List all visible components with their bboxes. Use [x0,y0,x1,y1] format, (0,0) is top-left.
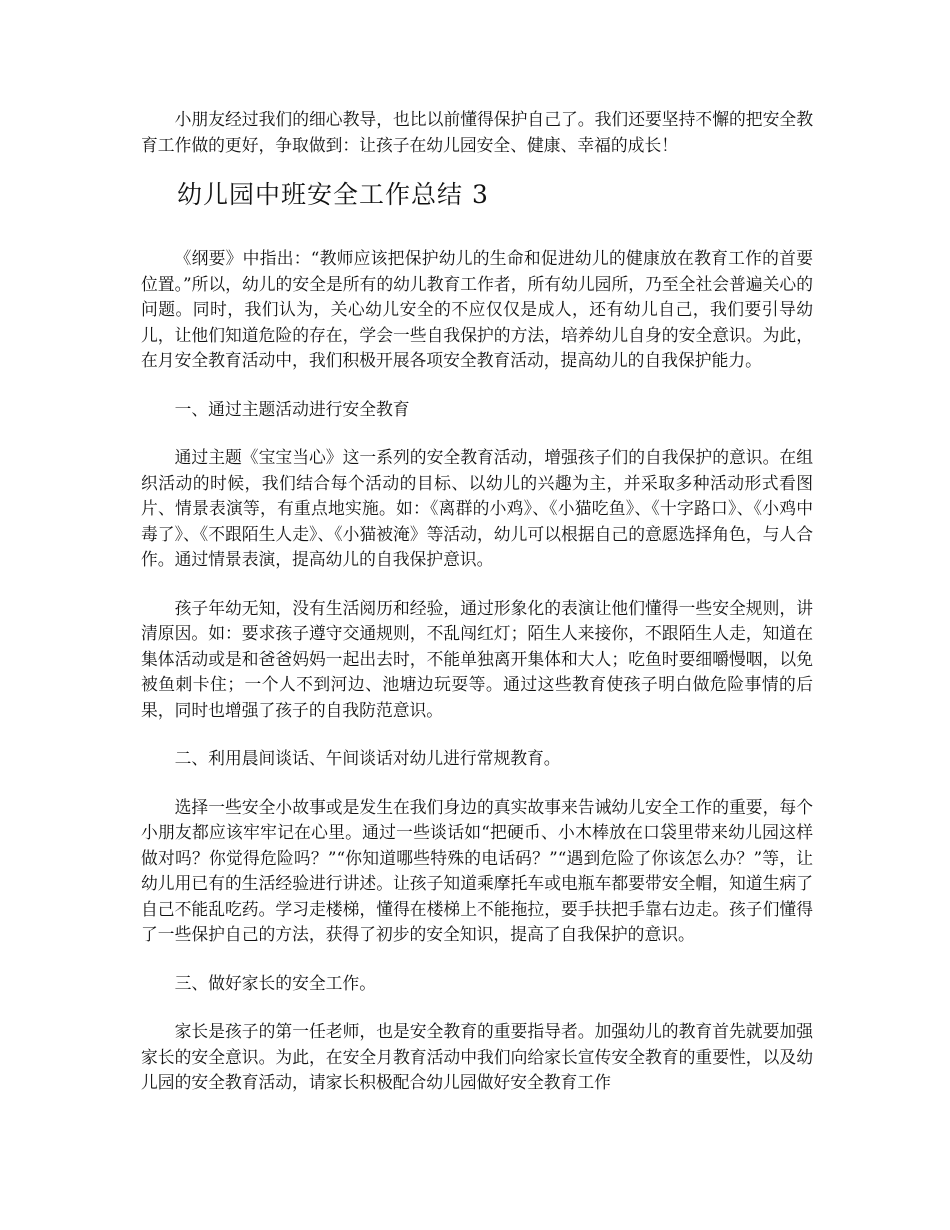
body-paragraph: 孩子年幼无知，没有生活阅历和经验，通过形象化的表演让他们懂得一些安全规则，讲清原因。如：要求孩子遵守交通规则，不乱闯红灯；陌生人来接你，不跟陌生人走，知道在集体活动或是和爸爸妈妈一起出去时，不能单独离开集体和大人；吃鱼时要细嚼慢咽，以免被鱼刺卡住；一个人不到河边、池塘边玩耍等。通过这些教育使孩子明白做危险事情的后果，同时也增强了孩子的自我防范意识。 [141,597,813,720]
intro-paragraph: 小朋友经过我们的细心教导，也比以前懂得保护自己了。我们还要坚持不懈的把安全教育工作做的更好，争取做到：让孩子在幼儿园安全、健康、幸福的成长！ [141,109,813,155]
section-heading: 三、做好家长的安全工作。 [174,972,376,993]
section-title: 幼儿园中班安全工作总结 3 [177,180,489,209]
body-paragraph: 家长是孩子的第一任老师，也是安全教育的重要指导者。加强幼儿的教育首先就要加强家长的安全意识。为此，在安全月教育活动中我们向给家长宣传安全教育的重要性，以及幼儿园的安全教育活动，请家长积极配合幼儿园做好安全教育工作 [141,1021,813,1092]
body-paragraph: 《纲要》中指出：“教师应该把保护幼儿的生命和促进幼儿的健康放在教育工作的首要位置。”所以，幼儿的安全是所有的幼儿教育工作者，所有幼儿园所，乃至全社会普遍关心的问题。同时，我们认为，关心幼儿安全的不应仅仅是成人，还有幼儿自己，我们要引导幼儿，让他们知道危险的存在，学会一些自我保护的方法，培养幼儿自身的安全意识。为此，在月安全教育活动中，我们积极开展各项安全教育活动，提高幼儿的自我保护能力。 [141,248,813,370]
document-body [141,107,813,1119]
section-heading: 一、通过主题活动进行安全教育 [174,398,410,419]
section-heading: 二、利用晨间谈话、午间谈话对幼儿进行常规教育。 [174,748,561,768]
body-paragraph: 选择一些安全小故事或是发生在我们身边的真实故事来告诫幼儿安全工作的重要，每个小朋友都应该牢牢记在心里。通过一些谈话如“把硬币、小木棒放在口袋里带来幼儿园这样做对吗？你觉得危险吗？”“你知道哪些特殊的电话码？”“遇到危险了你该怎么办？”等，让幼儿用已有的生活经验进行讲述。让孩子知道乘摩托车或电瓶车都要带安全帽，知道生病了自己不能乱吃药。学习走楼梯，懂得在楼梯上不能拖拉，要手扶把手靠右边走。孩子们懂得了一些保护自己的方法，获得了初步的安全知识，提高了自我保护的意识。 [141,796,813,944]
body-paragraph: 通过主题《宝宝当心》这一系列的安全教育活动，增强孩子们的自我保护的意识。在组织活动的时候，我们结合每个活动的目标、以幼儿的兴趣为主，并采取多种活动形式看图片、情景表演等，有重点地实施。如：《离群的小鸡》、《小猫吃鱼》、《十字路口》、《小鸡中毒了》、《不跟陌生人走》、《小猫被淹》等活动，幼儿可以根据自己的意愿选择角色，与人合作。通过情景表演，提高幼儿的自我保护意识。 [141,447,813,569]
